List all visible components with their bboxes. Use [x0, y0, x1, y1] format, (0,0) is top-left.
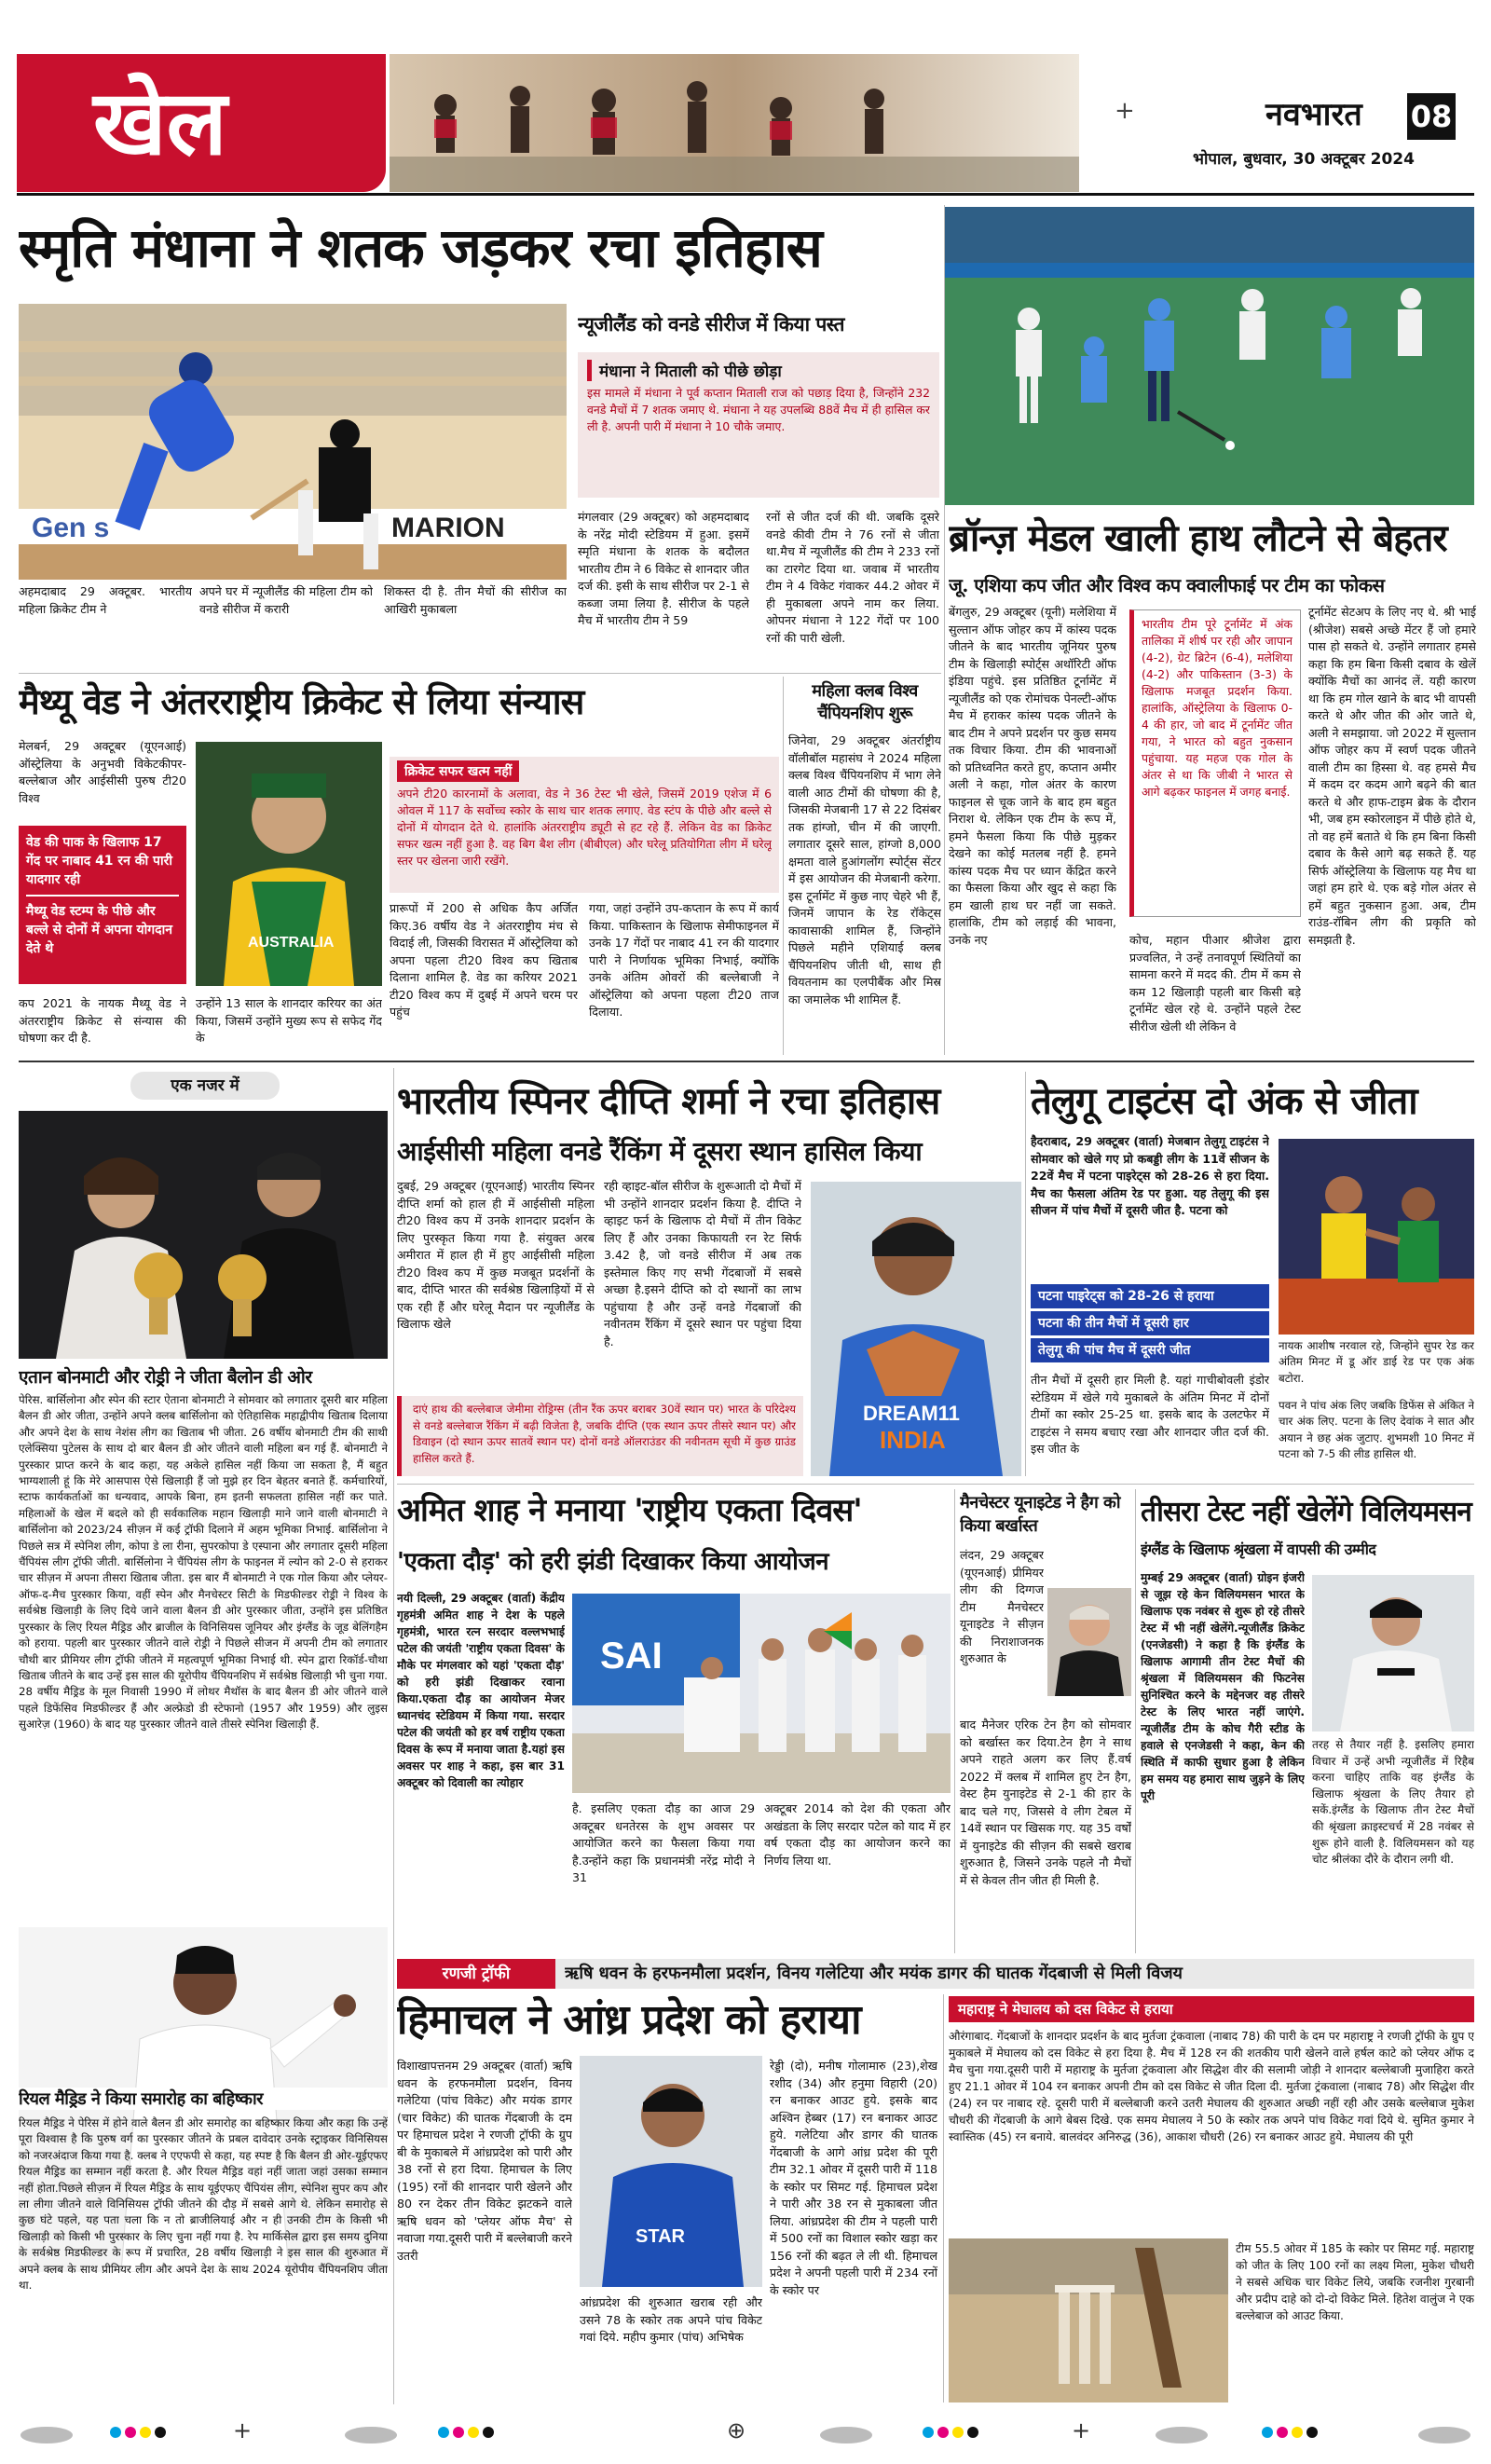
ranji-photo — [580, 2056, 762, 2287]
meghalaya-photo — [949, 2238, 1228, 2402]
telugu-bullet-1: पटना पाइरेट्स को 28-26 से हराया — [1031, 1284, 1269, 1308]
ballon-text: पेरिस. बार्सिलोना और स्पेन की स्टार ऐताना बोनमाटी ने सोमवार को लगातार दूसरी बार महिला बैलन डी ओर जीता, उन्होंने अपने क्लब बार्सिलोना को ऐतिहासिक महाद्वीपीय खिताब दिलाया और अपने देश के साथ नेशंस लीग का खिताब भी जीता. 26 वर्षीय बोनमाटी टीम की साथी एलेक्सिया पुटेलस के साथ दो बार बैलन डी ओर जीतने वाली महिला बन गई हैं. बोनमाटी ने पुरस्कार प्राप्त करने के बाद कहा, यह अकेले हासिल नहीं किया जा सकता है, मैं बहुत भाग्यशाली हूं कि मेरे आसपास ऐसे खिलाड़ी हैं जो मुझे हर दिन बेहतर बनाते हैं. कर्मचारियों, स्टाफ कार्यकर्ताओं का धन्यवाद, आपके बिना, हम इतनी सफलता हासिल नहीं कर पाते. महिलाओं के खेल में बदले को ही सर्वकालिक महान खिलाड़ी माने जाने वाली बोनमाटी ने बार्सिलोना को 2023/24 सीज़न में कई ट्रॉफी दिलाने में अहम भूमिका निभाई. बार्सिलोना ने पिछले सत्र में स्पेनिश लीग, कोपा डे ला रीना, सुपरकोपा डे एस्पाना और लगातार दूसरी महिला चैंपियंस लीग ट्रॉफी जीती. बार्सिलोना ने चैंपियंस लीग के फाइनल में ल्योन को 2-0 से हराकर चार सीज़न में अपना तीसरा खिताब जीता. इस बार मैं बोनमाटी ने एक गोल किया और प्लेयर-ऑफ-द-मैच पुरस्कार किया, वहीं स्पेन और मैनचेस्टर सिटी के मिडफील्डर रोड्री ने विश्व के सर्वश्रेष्ठ खिलाड़ी के लिए दिये जाने वाला बैलन डी ओर पुरस्कार जीता, उन्होंने इस प्रतिष्ठित पुरस्कार के लिए रियल मैड्रिड और ब्राजील के विनिसियस जूनियर और इंग्लैंड के जूड बेलिंगहैम को हराया. पहली बार पुरस्कार जीतने वाले रोड्री ने पिछले सीजन में अपनी टीम को लगातार चौथी बार प्रीमियर लीग ट्रॉफी जीतने में महत्वपूर्ण भूमिका निभाई थी. स्पेन द्वारा रिकॉर्ड-चौथा खिताब जीतने के बाद उन्हें इस साल की यूरोपीय चैंपियनशिप में सर्वश्रेष्ठ खिलाड़ी भी चुना गया. 28 वर्षीय मैड्रिड के मूल निवासी 1990 में लोथर मैथॉस के बाद बैलन डी ओर जीतने वाले पहले डिफेंसिव मिडफील्डर हैं और अल्फ्रेडो डी स्टेफानो (1957 और 1959) और लुइस सुआरेज़ (1960) के बाद यह पुरस्कार जीतने वाले तीसरे स्पेनिश खिलाड़ी हैं. — [19, 1393, 388, 1732]
meghalaya-label: महाराष्ट्र ने मेघालय को दस विकेट से हराया — [949, 1996, 1474, 2022]
mandhana-col5: रनों से जीत दर्ज की थी. जबकि दूसरे वनडे कीवी टीम ने 76 रनों से जीता था.मैच में न्यूजीलैंड की टीम ने 233 रनों का टारगेट दिया था. जवाब में भारतीय टीम ने 4 विकेट गंवाकर 44.2 ओवर में ही मुकाबला अपने नाम कर लिया. ओपनर मंधाना ने 122 गेंदों पर 100 रनों की पारी खेली. — [766, 510, 939, 645]
ranji-col3: रेड्डी (दो), मनीष गोलामारु (23),शेख रशीद (34) और हनुमा विहारी (20) रन बनाकर आउट हुये. इसके बाद अश्विन हेब्बर (17) रन बनाकर आउट हुये. गलेटिया और डागर की घातक गेंदबाजी के आगे आंध्र प्रदेश की पूरी टीम 32.1 ओवर में दूसरी पारी में 118 के स्कोर पर सिमट गई. हिमाचल प्रदेश ने पारी और 38 रन से मुकाबला जीत लिया. आंध्रप्रदेश की टीम ने पहली पारी में 500 रनों का विशाल स्कोर खड़ा कर 156 रनों की बढ़त ले ली थी. हिमाचल प्रदेश ने अपनी पहली पारी में 234 रनों के स्कोर पर — [770, 2059, 937, 2297]
wade-box-title: क्रिकेट सफर खत्म नहीं — [397, 760, 519, 782]
deepti-box-text: दाएं हाथ की बल्लेबाज जेमीमा रोड्रिग्स (तीन रैंक ऊपर बराबर 30वें स्थान पर) भारत के परिदेश्य से वनडे बल्लेबाज रैंकिंग में बढ़ी विजेता है, जबकि दीप्ति (एक स्थान ऊपर तीसरे स्थान पर) और डिवाइन (दो स्थान ऊपर सातवें स्थान पर) दोनों वनडे ऑलराउंडर की नवीनतम सूची में कुछ ग्राउंड हासिल करते हैं. — [413, 1403, 796, 1465]
mandhana-subhead: न्यूजीलैंड को वनडे सीरीज में किया पस्त — [578, 312, 844, 335]
hockey-headline: ब्रॉन्ज़ मेडल खाली हाथ लौटने से बेहतर — [949, 516, 1447, 560]
ek-nazar-label: एक नजर में — [130, 1072, 280, 1100]
wade-box — [390, 757, 779, 893]
ballon-headline: एतान बोनमाटी और रोड्री ने जीता बैलोन डी ओर — [19, 1367, 312, 1388]
deepti-headline: भारतीय स्पिनर दीप्ति शर्मा ने रचा इतिहास — [397, 1079, 940, 1123]
mandhana-col4: मंगलवार (29 अक्टूबर) को अहमदाबाद के नरेंद्र मोदी स्टेडियम में हुआ. इसमें स्मृति मंधाना के शतक के बदौलत भारतीय टीम ने 6 विकेट से शानदार जीत दर्ज की. इसी के साथ सीरीज पर 2-1 से कब्जा जमा लिया है. सीरीज के पहले मैच में भारतीय टीम ने 59 — [578, 510, 749, 627]
mandhana-box-text: इस मामले में मंधाना ने पूर्व कप्तान मिताली राज को पछाड़ दिया है, जिन्होंने 232 वनडे मैचों में 7 शतक जमाए थे. मंधाना ने यह उपलब्धि 88वें मैच में ही हासिल कर ली है. अपनी पारी में मंधाना ने 10 चौके जमाए. — [587, 386, 930, 433]
wade-photo — [196, 742, 382, 986]
hockey-subhead: जू. एशिया कप जीत और विश्व कप क्वालीफाई पर टीम का फोकस — [949, 574, 1385, 596]
telugu-col1: हैदराबाद, 29 अक्टूबर (वार्ता) मेजबान तेलुगू टाइटंस ने सोमवार को खेले गए प्रो कबड्डी लीग के 11वें सीजन के 22वें मैच में पटना पाइरेट्स को 28-26 से हरा दिया. मैच का फैसला अंतिम रेड पर हुआ. यह तेलुगू की इस सीजन में पांच मैचों में दूसरी जीत है. पटना को — [1031, 1134, 1269, 1217]
page-number: 08 — [1407, 93, 1456, 140]
meghalaya-text: औरंगाबाद. गेंदबाजों के शानदार प्रदर्शन के बाद मुर्तजा ट्रंकवाला (नाबाद 78) की पारी के दम पर महाराष्ट्र ने रणजी ट्रॉफी के ग्रुप ए मुकाबले में मेघालय को दस विकेट से हरा दिया है. मैच में 128 रन की शतकीय पारी खेलने वाले हर्षल काटे को प्लेयर ऑफ द मैच चुना गया.दूसरी पारी में महाराष्ट्र के मुर्तजा ट्रंकवाला और सिद्धेश वीर की सलामी जोड़ी ने शानदार बल्लेबाजी मुजाहिरा करते हुए 21.1 ओवर में 104 रन बनाकर अपनी टीम को दस विकेट से जीत दिला दी. मुर्तजा ट्रंकवाला (नाबाद 78) और सिद्धेश वीर (24) रन पर नाबाद रहे. दूसरी पारी में बल्लेबाजी करने उतरी मेघालय की शुरुआत अच्छी नहीं रही और उसके बल्लेबाज मुकेश चौधरी की गेंदबाजी के आगे बेबस दिखे. एक समय मेघालय ने 50 के स्कोर तक अपने पांच विकेट गवां दिये थे. सुमित कुमार ने स्वास्तिक (45) रन बनाये. बालवंदर अनिरुद्ध (36), आकाश चौधरी (26) रन बनाकर आउट हुये. मेघालय की पूरी — [949, 2030, 1474, 2143]
masthead-collage — [390, 54, 1079, 192]
masthead — [17, 54, 1474, 196]
womens-club-text: जिनेवा, 29 अक्टूबर अंतर्राष्ट्रीय वॉलीबॉल महासंघ ने 2024 महिला क्लब विश्व चैंपियनशिप में भाग लेने वाली आठ टीमों की घोषणा की है, जिसकी मेजबानी 17 से 22 दिसंबर तक हांग्जो, चीन में की जाएगी. लगातार दूसरे साल, हांग्जो 8,000 क्षमता वाले हुआंगलोंग स्पोर्ट्स सेंटर में इस आयोजन की मेजबानी करेगा. इस टूर्नामेंट में कुछ नाए चेहरे भी हैं, जिनमें जापान के रेड रॉकेट्स कावासाकी शामिल हैं, जिन्होंने पिछले महीने एशियाई क्लब चैंपियनशिप जीती थी, साथ ही वियतनाम का एलपीबैंक और मिस्र का जमालेक भी शामिल हैं. — [788, 733, 941, 1006]
deepti-col2: रही व्हाइट-बॉल सीरीज के शुरूआती दो मैचों में भी उन्होंने शानदार प्रदर्शन किया है. दीप्ति ने व्हाइट फर्न के खिलाफ दो मैचों में तीन विकेट लिए हैं और उनका किफायती रन रेट सिर्फ 3.42 है, जो वनडे सीरीज में अब तक इस्तेमाल किए गए सभी गेंदबाजों में सबसे अच्छा है.इसने दीप्ति को दो स्थानों का लाभ पहुंचाया है और उन्हें वनडे गेंदबाजों की नवीनतम रैंकिंग में दूसरे स्थान पर पहुंचा दिया है. — [604, 1179, 801, 1348]
crosshair-mark: + — [1115, 97, 1135, 125]
man-utd-text2: बाद मैनेजर एरिक टेन हैग को सोमवार को बर्खास्त कर दिया.टेन हैग ने साथ अपने राहते अलग कर लिए हैं.वर्ष 2022 में क्लब में शामिल हुए टेन हैग, वेस्ट हैम युनाइटेड से 2-1 की हार के बाद चले गए, जिससे वे लीग टेबल में 14वें स्थान पर खिसक गए. यह 35 वर्षों में युनाइटेड की सीज़न की सबसे खराब शुरुआत है, जिसने उनके पहले नौ मैचों में से केवल तीन जीत ही मिली है. — [960, 1718, 1131, 1887]
man-utd-text1: लंदन, 29 अक्टूबर (यूएनआई) प्रीमियर लीग की दिग्गज टीम मैनचेस्टर यूनाइटेड ने सीज़न की निराशाजनक शुरुआत के — [960, 1548, 1044, 1665]
telugu-bullet-2: पटना की तीन मैचों में दूसरी हार — [1031, 1311, 1269, 1335]
hockey-col3: टूर्नामेंट सेटअप के लिए नए थे. श्री भाई (श्रीजेश) सबसे अच्छे मेंटर हैं जो हमारे पास हो सकते थे. उन्होंने लगातार हमसे कहा कि हम बिना किसी दबाव के खेलें क्योंकि मैचों का आनंद लें. यही कारण था कि हम गोल खाने के बाद भी वापसी करते थे और जीत की ओर जाते थे, अली ने समझाया. जो 2022 में सुल्तान ऑफ जोहर कप में स्वर्ण पदक जीतने वाली टीम का हिस्सा थे. वह हमसे मैच में कदम दर कदम आगे बढ़ने की बात करते थे और हाफ-टाइम ब्रेक के दौरान भी, जब हम स्कोरलाइन में पीछे होते थे, तो वह हमें बताते थे कि हम बिना किसी दबाव के कैसे आगे बढ़ सकते हैं. यह सिर्फ ऑस्ट्रेलिया के खिलाफ यह मैच था जहां हम हारे थे. एक बड़े गोल अंतर से हमें बहुत नुकसान हुआ. अब, टीम राउंड-रॉबिन लीग की प्रकृति को समझती है. — [1308, 605, 1476, 947]
telugu-bullet-3: तेलुगू की पांच मैच में दूसरी जीत — [1031, 1338, 1269, 1362]
telugu-col1b: तीन मैचों में दूसरी हार मिली है. यहां गाचीबोवली इंडोर स्टेडियम में खेले गये मुकाबले के अंतिम मिनट में दोनों टीमों का स्कोर 25-25 था. इसके बाद के उलटफेर में टाइटंस ने समय बचाए रखा और शानदार जीत दर्ज की. इस जीत के — [1031, 1373, 1269, 1456]
ranji-banner: ऋषि धवन के हरफनमौला प्रदर्शन, विनय गलेटिया और मयंक डागर की घातक गेंदबाजी से मिली विजय — [565, 1964, 1183, 1983]
wade-pull1: वेड की पाक के खिलाफ 17 गेंद पर नाबाद 41 रन की पारी यादगार रही — [26, 833, 179, 897]
wade-intro: मेलबर्न, 29 अक्टूबर (यूएनआई) ऑस्ट्रेलिया के अनुभवी विकेटकीपर-बल्लेबाज और आईसीसी पुरुष टी20 विश्व — [19, 739, 186, 805]
ballon-photo — [19, 1111, 388, 1359]
ranji-headline: हिमाचल ने आंध्र प्रदेश को हराया — [397, 1996, 861, 2044]
telugu-col2b: पवन ने पांच अंक लिए जबकि डिफेंस से अंकित ने चार अंक लिए. पटना के लिए देवांक ने सात और अयान ने छह अंक जुटाए. शुभमशी 10 मिनट में पटना को 7-5 की लीड हासिल थी. — [1279, 1399, 1474, 1461]
deepti-photo — [811, 1182, 1021, 1476]
williamson-photo — [1312, 1575, 1474, 1732]
ranji-col2b: आंध्रप्रदेश की शुरुआत खराब रही और उसने 78 के स्कोर तक अपने पांच विकेट गवां दिये. महीप कुमार (पांच) अभिषेक — [580, 2295, 762, 2344]
hockey-photo — [945, 207, 1474, 505]
ekta-headline: अमित शाह ने मनाया 'राष्ट्रीय एकता दिवस' — [397, 1492, 862, 1529]
telugu-photo — [1279, 1139, 1474, 1335]
mandhana-box-title: मंधाना ने मिताली को पीछे छोड़ा — [587, 360, 930, 381]
mandhana-headline: स्मृति मंधाना ने शतक जड़कर रचा इतिहास — [19, 216, 822, 280]
svg-text:STAR: STAR — [636, 2226, 685, 2247]
ekta-col1: नयी दिल्ली, 29 अक्टूबर (वार्ता) केंद्रीय गृहमंत्री अमित शाह ने देश के पहले गृहमंत्री, भारत रत्न सरदार वल्लभभाई पटेल की जयंती 'राष्ट्रीय एकता दिवस' के मौके पर मंगलवार को यहां 'एकता दौड़' को हरी झंडी दिखाकर रवाना किया.एकता दौड़ का आयोजन मेजर ध्यानचंद स्टेडियम में किया गया. सरदार पटेल की जयंती को हर वर्ष राष्ट्रीय एकता दिवस के रूप में मनाया जाता है.यहां इस अवसर पर शाह ने कहा, इस बार 31 अक्टूबर को दिवाली का त्योहार — [397, 1592, 565, 1789]
williamson-col1: मुम्बई 29 अक्टूबर (वार्ता) ग्रोइन इंजरी से जूझ रहे केन विलियमसन भारत के खिलाफ एक नवंबर से शुरू हो रहे तीसरे टेस्ट में भी नहीं खेलेंगे.न्यूजीलैंड क्रिकेट (एनजेडसी) ने कहा है कि इंग्लैंड के खिलाफ आगामी तीन टेस्ट मैचों की श्रृंखला में विलियमसन की फिटनेस सुनिश्चित करने के मद्देनजर वह तीसरे टेस्ट के लिए भारत नहीं जाएंगे. न्यूजीलैंड टीम के कोच गैरी स्टीड के हवाले से एनजेडसी ने कहा, केन की स्थिति में काफी सुधार हुआ है लेकिन हम समय यह हमारा साथ जुड़ने के लिए पूरी — [1141, 1571, 1305, 1802]
williamson-subhead: इंग्लैंड के खिलाफ श्रृंखला में वापसी की उम्मीद — [1141, 1540, 1376, 1558]
womens-club-headline: महिला क्लब विश्व चैंपियनशिप शुरू — [812, 681, 918, 723]
telugu-bullets — [1031, 1284, 1269, 1362]
ekta-photo — [572, 1594, 951, 1793]
real-madrid-headline: रियल मैड्रिड ने किया समारोह का बहिष्कार — [19, 2088, 388, 2110]
deepti-subhead: आईसीसी महिला वनडे रैंकिंग में दूसरा स्थान हासिल किया — [397, 1136, 923, 1167]
man-utd-headline: मैनचेस्टर यूनाइटेड ने हैग को किया बर्खास्त — [960, 1493, 1120, 1536]
svg-text:MARION: MARION — [391, 513, 505, 543]
telugu-caption: नायक आशीष नरवाल रहे, जिन्होंने सुपर रेड कर अंतिम मिनट में डू ऑर डाई रेड पर एक अंक बटोरा. — [1279, 1339, 1474, 1385]
ekta-col2b: है. इसलिए एकता दौड़ का आज 29 अक्टूबर धनतेरस के शुभ अवसर पर आयोजित करने का फैसला किया गया है.उन्होंने कहा कि प्रधानमंत्री नरेंद्र मोदी ने 31 — [572, 1801, 755, 1884]
mandhana-col1: अहमदाबाद 29 अक्टूबर. भारतीय महिला क्रिकेट टीम ने — [19, 584, 192, 616]
hockey-col2b: कोच, महान पीआर श्रीजेश द्वारा प्रज्वलित, ने उन्हें तनावपूर्ण स्थितियों का सामना करने में मदद की. टीम में कम से कम 12 खिलाड़ी पहली बार किसी बड़े टूर्नामेंट खेल रहे थे. उन्होंने पहले टेस्ट सीरीज खेली थी लेकिन वे — [1129, 933, 1301, 1034]
svg-text:SAI: SAI — [600, 1636, 663, 1677]
wade-box-text: अपने टी20 कारनामों के अलावा, वेड ने 36 टेस्ट भी खेले, जिसमें 2019 एशेज में 6 ओवल में 117 के सर्वोच्च स्कोर के साथ चार शतक लगाए. वेड स्टंप के पीछे और बल्ले से दोनों में योगदान देते थे. हालांकि अंतरराष्ट्रीय ड्यूटी से हट रहे हैं. लेकिन वेड का क्रिकेट सफर खत्म नहीं हुआ है. वह बिग बैश लीग (बीबीएल) और घरेलू प्रतियोगिता लीग में घरेलू स्तर पर खेलना जारी रखेंगे. — [397, 787, 772, 868]
wade-col3: प्रारूपों में 200 से अधिक कैप अर्जित किए.36 वर्षीय वेड ने अंतरराष्ट्रीय मंच से विदाई ली, जिसकी विरासत में ऑस्ट्रेलिया को अपना पहला टी20 विश्व कप खिताब दिलाना शामिल है. वेड का करियर 2021 टी20 विश्व कप में दुबई में अपने चरम पर पहुंच — [390, 901, 578, 1019]
svg-text:DREAM11: DREAM11 — [863, 1402, 960, 1425]
mandhana-photo — [19, 304, 567, 580]
mandhana-col3: शिकस्त दी है. तीन मैचों की सीरीज का आखिरी मुकाबला — [384, 584, 567, 616]
section-title: खेल — [93, 70, 227, 175]
williamson-col2b: तरह से तैयार नहीं है. इसलिए हमारा विचार में उन्हें अभी न्यूजीलैंड में रिहैब करना चाहिए ताकि वह इंग्लैंड के खिलाफ श्रृंखला के लिए तैयार हो सकें.इंग्लैंड के खिलाफ तीन टेस्ट मैचों की श्रृंखला क्राइस्टचर्च में 28 नवंबर से शुरू होने वाली है. विलियमसन को यह चोट श्रीलंका दौरे के दौरान लगी थी. — [1312, 1738, 1474, 1867]
ekta-subhead: 'एकता दौड़' को हरी झंडी दिखाकर किया आयोजन — [397, 1548, 829, 1576]
meghalaya-caption: टीम 55.5 ओवर में 185 के स्कोर पर सिमट गई. महाराष्ट्र को जीत के लिए 100 रनों का लक्ष्य मिला, मुकेश चौधरी ने सबसे अधिक चार विकेट लिये, जबकि रजनीश गुरबानी और प्रदीप दाहे को दो-दो विकेट मिले. हितेश वालुंज ने एक बल्लेबाज को आउट किया. — [1236, 2242, 1474, 2322]
hockey-box — [1129, 609, 1301, 917]
deepti-box — [397, 1396, 803, 1476]
ranji-col1: विशाखापत्तनम 29 अक्टूबर (वार्ता) ऋषि धवन के हरफनमौला प्रदर्शन, विनय गलेटिया (पांच विकेट) और मयंक डागर (चार विकेट) की घातक गेंदबाजी के दम पर हिमाचल प्रदेश ने रणजी ट्रॉफी के ग्रुप बी के मुकाबले में आंध्रप्रदेश को पारी और 38 रनों से हरा दिया. हिमाचल के लिए (195) रनों की शानदार पारी खेलने और 80 रन देकर तीन विकेट झटकने वाले ऋषि धवन को 'प्लेयर ऑफ मैच' से नवाजा गया.दूसरी पारी में बल्लेबाजी करने उतरी — [397, 2059, 572, 2263]
ranji-label: रणजी ट्रॉफी — [397, 1959, 555, 1989]
deepti-col1: दुबई, 29 अक्टूबर (यूएनआई) भारतीय स्पिनर दीप्ति शर्मा को हाल ही में आईसीसी महिला टी20 विश्व कप में उनके शानदार प्रदर्शन के लिए पुरस्कृत किया गया है. संयुक्त अरब अमीरात में हाल ही में हुए आईसीसी महिला टी20 विश्व कप में कुछ मजबूत प्रदर्शनों के बाद, दीप्ति भारत की सर्वश्रेष्ठ खिलाड़ियों में से एक रही हैं और घरेलू मैदान पर न्यूजीलैंड के खिलाफ खेले — [397, 1179, 595, 1331]
svg-text:Gen s: Gen s — [32, 513, 110, 543]
wade-col2b: उन्होंने 13 साल के शानदार करियर का अंत किया, जिसमें उन्होंने मुख्य रूप से सफेद गेंद के — [196, 996, 382, 1045]
hockey-box-text: भारतीय टीम पूरे टूर्नामेंट में अंक तालिका में शीर्ष पर रही और जापान (4-2), ग्रेट ब्रिटेन (6-4), मलेशिया (4-2) और पाकिस्तान (3-3) के खिलाफ मजबूत प्रदर्शन किया. हालांकि, ऑस्ट्रेलिया के खिलाफ 0-4 की हार, जो बाद में टूर्नामेंट जीत गया, ने भारत को बहुत नुकसान पहुंचाया. यह महज एक गोल के अंतर से था कि जीबी ने भारत से आगे बढ़कर फाइनल में जगह बनाई. — [1142, 617, 1293, 799]
svg-text:AUSTRALIA: AUSTRALIA — [248, 935, 335, 951]
mandhana-col2: अपने घर में न्यूजीलैंड की महिला टीम को वनडे सीरीज में करारी — [199, 584, 373, 616]
dateline: भोपाल, बुधवार, 30 अक्टूबर 2024 — [1193, 150, 1415, 169]
wade-col4: गया, जहां उन्होंने उप-कप्तान के रूप में कार्य किया. पाकिस्तान के खिलाफ सेमीफाइनल में उनके 17 गेंदों पर नाबाद 41 रन की यादगार पारी ने निर्णायक भूमिका निभाई, क्योंकि उनके अंतिम ओवरों की बल्लेबाजी ने ऑस्ट्रेलिया को अपना पहला टी20 ताज दिलाया. — [589, 901, 779, 1019]
hockey-col1: बेंगलुरु, 29 अक्टूबर (यूनी) मलेशिया में सुल्तान ऑफ जोहर कप में कांस्य पदक जीतने के बाद भारतीय जूनियर पुरुष टीम के खिलाड़ी स्पोर्ट्स अथॉरिटी ऑफ इंडिया पहुंचे. इस प्रतिष्ठित टूर्नामेंट में न्यूजीलैंड को एक रोमांचक पेनल्टी-ऑफ मैच में हराकर कांस्य पदक जीतने के बाद टीम ने अपने प्रदर्शन पर कुछ समय तक विचार किया. टीम की भावनाओं को प्रतिध्वनित करते हुए, कप्तान अमीर अली ने कहा, गोल अंतर के कारण फाइनल से चूक जाने के बाद हम बहुत निराश थे. लेकिन एक टीम के रूप में, हमने फैसला किया कि पीछे मुड़कर देखने का कोई मतलब नहीं है. हमने कांस्य पदक मैच पर ध्यान केंद्रित करने का फैसला किया और खुद से कहा कि हम खाली हाथ घर नहीं जा सकते. हालांकि, टीम को लड़ाई की भावना, उनके नए — [949, 605, 1116, 947]
wade-pull2: मैथ्यू वेड स्टम्प के पीछे और बल्ले से दोनों में अपना योगदान देते थे — [26, 904, 172, 956]
telugu-headline: तेलुगू टाइटंस दो अंक से जीता — [1031, 1079, 1417, 1123]
ekta-col3b: अक्टूबर 2014 को देश की एकता और अखंडता के लिए सरदार पटेल को याद में हर वर्ष एकता दौड़ का आयोजन करने का निर्णय लिया था. — [764, 1801, 951, 1868]
real-madrid-text: रियल मैड्रिड ने पेरिस में होने वाले बैलन डी ओर समारोह का बहिष्कार किया और कहा कि उन्हें पूरा विश्वास है कि पुरुष वर्ग का पुरस्कार जीतने के प्रबल दावेदार उनके स्ट्राइकर विनिसियस को नजरअंदाज किया गया है. क्लब ने एएफपी से कहा, यह स्पष्ट है कि बैलन डी ओर-यूईएफए रियल मैड्रिड का सम्मान नहीं करता है. और रियल मैड्रिड वहां नहीं जाता जहां उसका सम्मान नहीं होता.पिछले सीज़न में रियल मैड्रिड के साथ यूईएफए चैंपियंस लीग, स्पेनिश सुपर कप और ला लीगा जीतने वाले विनिसियस ट्रॉफी जीतने की दौड़ में सबसे आगे थे. लेकिन समारोह से कुछ घंटे पहले, यह पता चला कि न तो ब्राजीलियाई और न ही उनकी टीम के किसी भी खिलाड़ी को किसी भी पुरस्कार के लिए चुना नहीं गया है. रेप मार्किसेल द्वारा इस समय दुनिया के सर्वश्रेष्ठ मिडफील्डर के रूप में प्रचारित, 28 वर्षीय खिलाड़ी ने इस साल की शुरुआत में अपने क्लब के साथ प्रीमियर लीग और अपने देश के साथ 2024 यूरोपीय चैंपियनशिप जीता था. — [19, 2116, 388, 2293]
wade-col1b: कप 2021 के नायक मैथ्यू वेड ने अंतरराष्ट्रीय क्रिकेट से संन्यास की घोषणा कर दी है. — [19, 996, 186, 1045]
paper-name: नवभारत — [1265, 96, 1362, 133]
svg-text:INDIA: INDIA — [880, 1426, 946, 1454]
man-utd-photo — [1047, 1588, 1131, 1696]
mandhana-box — [578, 352, 939, 498]
wade-headline: मैथ्यू वेड ने अंतरराष्ट्रीय क्रिकेट से लिया संन्यास — [19, 680, 584, 722]
registration-bar: + ⊕ + — [0, 2416, 1491, 2457]
wade-pull-quote — [19, 826, 186, 984]
williamson-headline: तीसरा टेस्ट नहीं खेलेंगे विलियमसन — [1141, 1496, 1471, 1528]
